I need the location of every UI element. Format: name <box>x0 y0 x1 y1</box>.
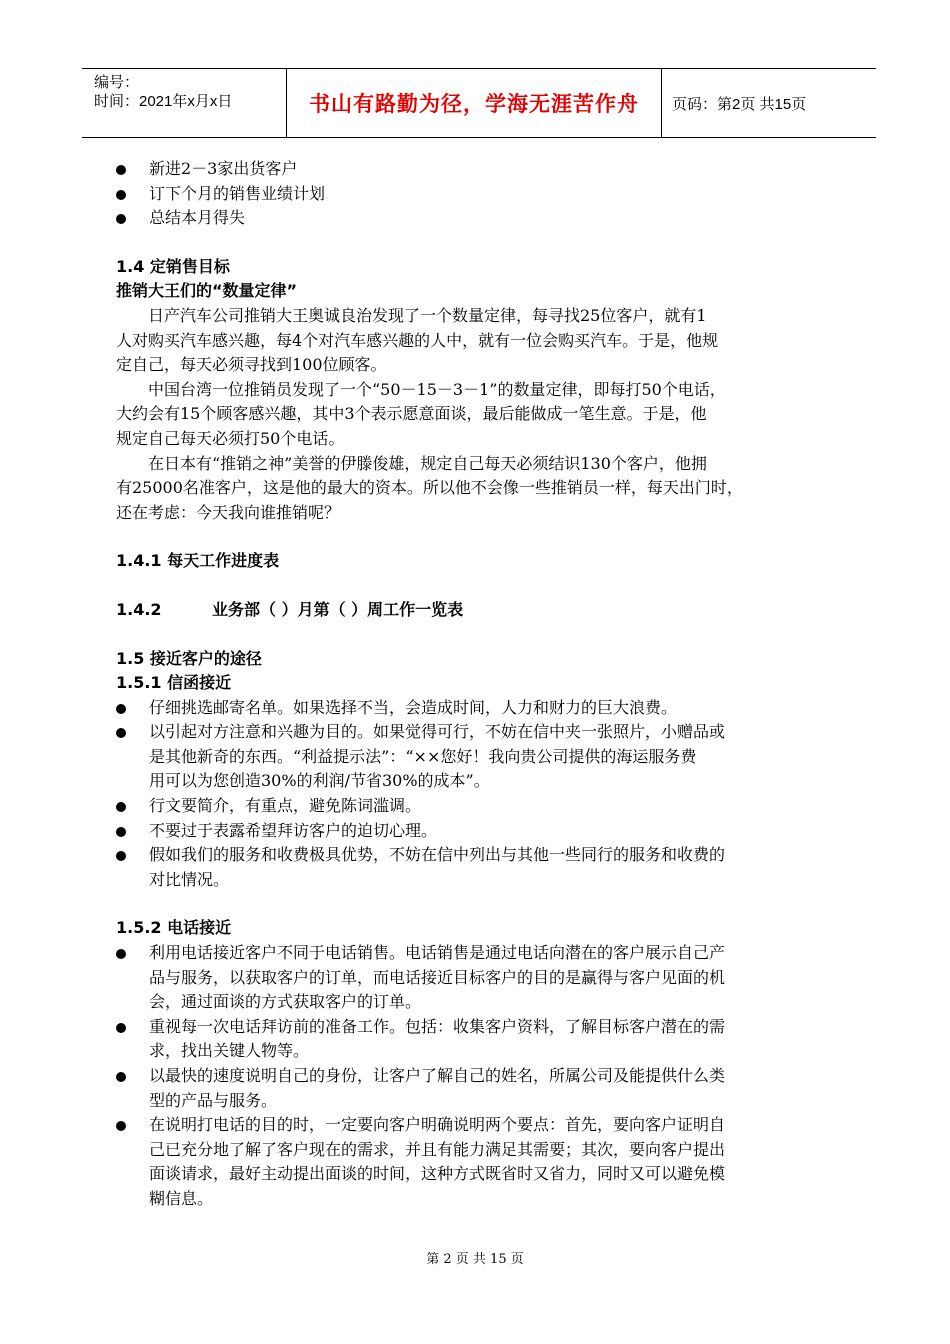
bullet-icon <box>116 802 126 812</box>
bullet-icon <box>116 728 126 738</box>
paragraph: 在日本有“推销之神”美誉的伊滕俊雄，规定自己每天必须结识130个客户，他拥 有25000名准客户，这是他的最大的资本。所以他不会像一些推销员一样，每天出门时， 还在考虑：今天我向谁推销呢？ <box>116 453 743 522</box>
section-subheading: 1.5.2 电话接近 <box>116 918 232 938</box>
bullet-icon <box>116 1023 126 1033</box>
bullet-icon <box>116 214 126 224</box>
list-item: 新进2－3家出货客户 <box>116 157 846 182</box>
header-page-number: 页码：第2页 共15页 <box>672 95 807 113</box>
list-item: 利用电话接近客户不同于电话销售。电话销售是通过电话向潜在的客户展示自己产 品与服务，以获取客户的订单，而电话接近目标客户的目的是赢得与客户见面的机 会，通过面谈的方式获取客户的订单。 <box>116 941 846 1015</box>
section-subheading: 推销大王们的“数量定律” <box>116 281 298 301</box>
bullet-icon <box>116 165 126 175</box>
section-heading: 1.5 接近客户的途径 <box>116 648 262 668</box>
list-item: 仔细挑选邮寄名单。如果选择不当，会造成时间，人力和财力的巨大浪费。 <box>116 696 846 721</box>
paragraph: 日产汽车公司推销大王奥诚良治发现了一个数量定律，每寻找25位客户，就有1 人对购买汽车感兴趣，每4个对汽车感兴趣的人中，就有一位会购买汽车。于是，他规 定自己，每天必须寻找到100位顾客。 <box>116 305 719 375</box>
list-item: 以最快的速度说明自己的身份，让客户了解自己的姓名，所属公司及能提供什么类 型的产品与服务。 <box>116 1064 846 1113</box>
header-meta <box>82 69 286 137</box>
bullet-icon <box>116 827 126 837</box>
list-item: 订下个月的销售业绩计划 <box>116 182 846 207</box>
bullet-icon <box>116 1072 126 1082</box>
bullet-icon <box>116 704 126 714</box>
page-header <box>82 68 876 138</box>
header-time: 时间：2021年x月x日 <box>94 93 233 110</box>
header-motto: 书山有路勤为径，学海无涯苦作舟 <box>286 69 662 137</box>
header-number: 编号： <box>94 74 140 91</box>
bullet-icon <box>116 949 126 959</box>
list-item: 不要过于表露希望拜访客户的迫切心理。 <box>116 819 846 844</box>
list-item: 假如我们的服务和收费极具优势，不妨在信中列出与其他一些同行的服务和收费的 对比情况。 <box>116 843 846 892</box>
page-footer: 第 2 页 共 15 页 <box>426 1252 524 1267</box>
section-heading: 1.4.1 每天工作进度表 <box>116 551 280 571</box>
document-body <box>116 157 846 1212</box>
section-subheading: 1.5.1 信函接近 <box>116 673 232 693</box>
bullet-icon <box>116 1121 126 1131</box>
list-item: 行文要简介，有重点，避免陈词滥调。 <box>116 794 846 819</box>
paragraph: 中国台湾一位推销员发现了一个“50－15－3－1”的数量定律，即每打50个电话， 大约会有15个顾客感兴趣，其中3个表示愿意面谈，最后能做成一笔生意。于是，他 规定自己每天必须打50个电话。 <box>116 379 726 448</box>
list-item: 以引起对方注意和兴趣为目的。如果觉得可行，不妨在信中夹一张照片，小赠品或 是其他新奇的东西。“利益提示法”：“××您好！我向贵公司提供的海运服务费 用可以为您创造30%的利润/节省30%的成本”。 <box>116 720 846 794</box>
bullet-icon <box>116 190 126 200</box>
list-item: 重视每一次电话拜访前的准备工作。包括：收集客户资料，了解目标客户潜在的需 求，找出关键人物等。 <box>116 1015 846 1064</box>
section-heading: 1.4.2 业务部（ ）月第（ ）周工作一览表 <box>116 599 464 619</box>
list-item: 在说明打电话的目的时，一定要向客户明确说明两个要点：首先，要向客户证明自 己已充分地了解了客户现在的需求，并且有能力满足其需要；其次，要向客户提出 面谈请求，最好主动提出面谈的时间，这种方式既省时又省力，同时又可以避免模 糊信息。 <box>116 1113 846 1211</box>
list-item: 总结本月得失 <box>116 206 846 231</box>
bullet-icon <box>116 851 126 861</box>
section-heading: 1.4 定销售目标 <box>116 256 230 276</box>
